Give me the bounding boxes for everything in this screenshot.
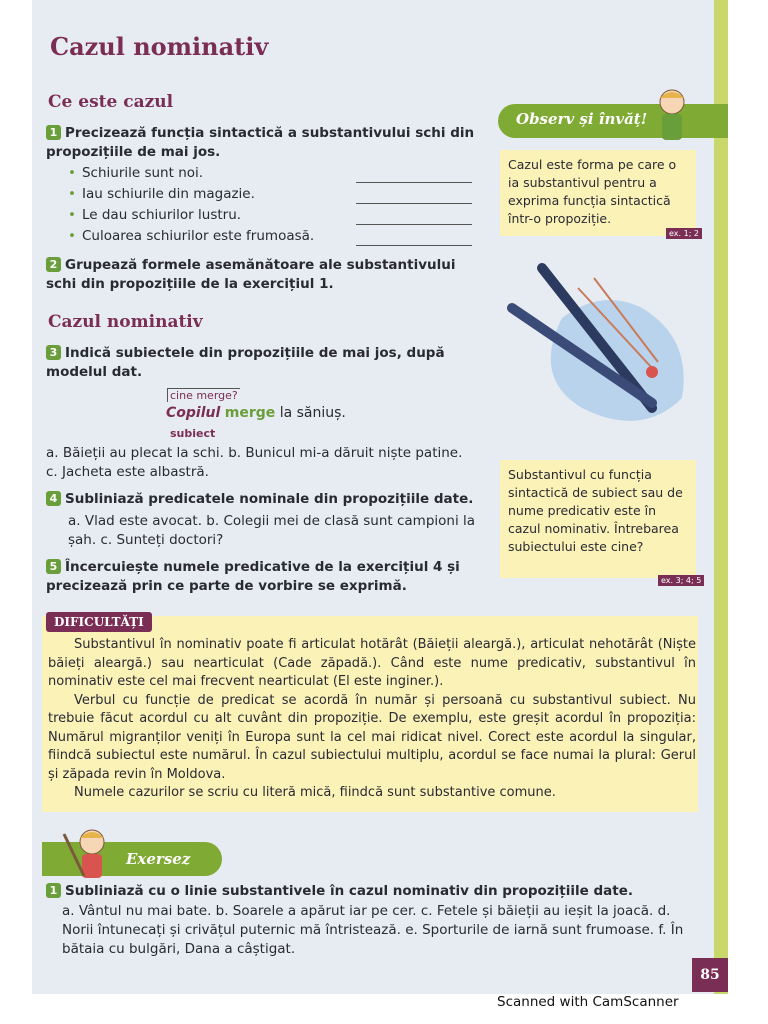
model-verb: merge [224,405,276,421]
model-question: cine merge? [167,388,240,402]
task-5 [46,558,476,596]
paragraph: Substantivul în nominativ poate fi articulat hotărât (Băieții aleargă.), articulat nehotărât (Niște băieți aleargă.) sau nearticulat (Cade zăpadă.). Când este nume predicativ, substantivul în nominativ este cel mai frecvent nearticulat (El este inginer.). [48,637,696,689]
child-with-pencil-icon [60,824,120,882]
skis-illustration [502,258,698,448]
task-1 [46,124,476,162]
scanner-watermark: Scanned with CamScanner [497,994,679,1010]
answer-line [356,224,472,225]
task-4-sentences: a. Vlad este avocat. b. Colegii mei de clasă sunt campioni la șah. c. Sunteți doctori? [68,513,476,548]
task-text: Precizează funcția sintactică a substantivului schi din propozițiile de mai jos. [46,125,475,160]
observe-title: Observ și învăț! [516,110,648,128]
exercise-reference: ex. 3; 4; 5 [658,575,704,586]
task-text: Subliniază cu o linie substantivele în cazul nominativ din propozițiile date. [65,883,633,899]
exercise-task-1 [46,882,696,901]
task-text: Subliniază predicatele nominale din propozițiile date. [65,491,474,507]
task-number: 2 [46,257,61,272]
section-heading-case: Ce este cazul [48,92,174,112]
task-text: Grupează formele asemănătoare ale substantivului schi din propozițiile de la exercițiul 1. [46,257,456,292]
task-number: 5 [46,559,61,574]
task-4 [46,490,476,509]
paragraph: Numele cazurilor se scriu cu literă mică, fiindcă sunt substantive comune. [74,785,556,800]
exercise-sentences: a. Vântul nu mai bate. b. Soarele a apărut iar pe cer. c. Fetele și băieții au ieșit la joacă. d. Norii întunecați și crivățul puternic mă întristează. e. Sporturile de iarnă sunt frumoase. f. În bătaia cu bulgări, Dana a câștigat. [62,903,684,957]
task-number: 3 [46,345,61,360]
answer-line [356,182,472,183]
task-3 [46,344,476,382]
task-2 [46,256,476,294]
page-edge-bar [714,0,728,994]
task-number: 1 [46,883,61,898]
exercise-title: Exersez [126,850,191,868]
section-heading-nominative: Cazul nominativ [48,312,203,332]
paragraph: Verbul cu funcție de predicat se acordă în număr și persoană cu substantivul subiect. Nu trebuie făcut acordul cu alt cuvânt din propoziție. De exemplu, este greșit acordul în propoziția: Numărul migranților veniți în Europa sunt la cel mai ridicat nivel. Corect este acordul la singular, fiindcă subiectul este numărul. În cazul subiectului multiplu, acordul se face numai la plural: Gerul și zăpada revin în Moldova. [48,692,696,782]
exercise-reference: ex. 1; 2 [666,228,702,239]
difficulties-label: DIFICULTĂȚI [46,612,152,632]
sentence-list [68,163,314,247]
list-item: • Le dau schiurilor lustru. [68,205,314,226]
task-text: Încercuiește numele predicative de la exercițiul 4 și precizează prin ce parte de vorbire se exprimă. [46,559,460,594]
child-character-icon [650,84,694,146]
model-subject: Copilul [166,405,221,421]
task-text: Indică subiectele din propozițiile de mai jos, după modelul dat. [46,345,445,380]
task-3-sentences: a. Băieții au plecat la schi. b. Bunicul mi-a dăruit niște patine. c. Jacheta este albastră. [46,445,463,480]
model-rest: la săniuș. [279,405,346,421]
nominative-definition-box: Substantivul cu funcția sintactică de subiect sau de nume predicativ este în cazul nominativ. Întrebarea subiectului este cine? [500,460,696,578]
model-sentence [166,405,346,421]
answer-line [356,245,472,246]
task-number: 1 [46,125,61,140]
list-item: • Schiurile sunt noi. [68,163,314,184]
definition-box: Cazul este forma pe care o ia substantivul pentru a exprima funcția sintactică într-o propoziție. [500,150,696,236]
page-title: Cazul nominativ [50,32,269,61]
answer-line [356,203,472,204]
list-item: • Culoarea schiurilor este frumoasă. [68,226,314,247]
list-item: • Iau schiurile din magazie. [68,184,314,205]
textbook-page [32,0,728,994]
model-subject-label: subiect [170,427,216,440]
difficulties-text [48,636,696,803]
page-number: 85 [692,958,728,992]
task-number: 4 [46,491,61,506]
